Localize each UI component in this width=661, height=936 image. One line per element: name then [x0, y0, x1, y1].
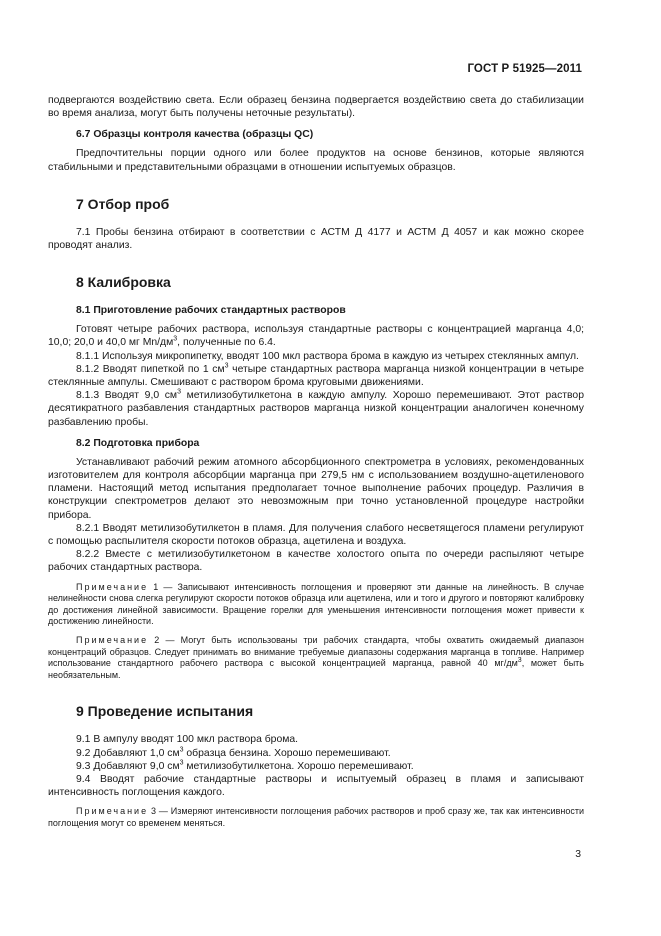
- section-8-title: 8 Калибровка: [76, 274, 171, 291]
- paragraph-6-7: Предпочтительны порции одного или более продуктов на основе бензинов, которые являются стабильными и представительными образцами в отношении испытуемых образцов.: [48, 148, 584, 173]
- note-3: Примечание 3 — Измеряют интенсивности поглощения рабочих растворов и проб сразу же, так как интенсивности поглощения могут со временем меняться.: [48, 806, 584, 829]
- document-code: ГОСТ Р 51925—2011: [467, 63, 582, 75]
- paragraph-8-2-1: 8.2.1 Вводят метилизобутилкетон в пламя. Для получения слабого несветящегося пламени регулируют с помощью распылителя скорости потоков образца, ацетилена и воздуха.: [48, 522, 584, 548]
- subsection-8-1-title: 8.1 Приготовление рабочих стандартных растворов: [76, 305, 346, 317]
- note-1: Примечание 1 — Записывают интенсивность поглощения и проверяют эти данные на линейность. В случае нелинейности снова слегка регулируют скорости потоков образца или ацетилена, или и того и другого и повторяют калибровку до достижения линейной зависимости. Вращение горелки для уменьшения интенсивности поглощения может привести к достижению линейности.: [48, 581, 584, 627]
- page-number: 3: [575, 849, 581, 860]
- section-7-title: 7 Отбор проб: [76, 195, 170, 212]
- paragraph-8-2-2: 8.2.2 Вместе с метилизобутилкетоном в качестве холостого опыта по очереди распыляют четыре рабочих стандартных раствора.: [48, 549, 584, 574]
- subsection-8-2-title: 8.2 Подготовка прибора: [76, 437, 200, 449]
- paragraph-9-3: 9.3 Добавляют 9,0 $см^3$ метилизобутилкетона. Хорошо перемешивают.: [76, 759, 414, 772]
- subsection-6-7-title: 6.7 Образцы контроля качества (образцы QC): [76, 129, 314, 141]
- paragraph-9-2: 9.2 Добавляют 1,0 $см^3$ образца бензина. Хорошо перемешивают.: [76, 746, 391, 759]
- paragraph-8-1: Готовят четыре рабочих раствора, используя стандартные растворы с концентрацией марганца 4,0; 10,0; 20,0 и 40,0 мг $Mn/дм^3$, полученные по 6.4.: [48, 324, 584, 349]
- page-content: [48, 94, 584, 830]
- paragraph-9-1: 9.1 В ампулу вводят 100 мкл раствора брома.: [76, 734, 299, 746]
- section-9-title: 9 Проведение испытания: [76, 703, 254, 720]
- note-2: Примечание 2 — Могут быть использованы три рабочих стандарта, чтобы охватить ожидаемый диапазон концентраций образцов. Следует принимать во внимание требуемые диапазоны содержания марганца в топливе. Например использование стандартного рабочего раствора с высокой концентрацией марганца, равной 40 $мг/дм^3$, может быть необязательным.: [48, 635, 584, 680]
- paragraph-8-2: Устанавливают рабочий режим атомного абсорбционного спектрометра в условиях, рекомендованных изготовителем для контроля абсорбции марганца при 279,5 нм с использованием воздушно-ацетиленового пламени. Настоящий метод испытания предполагает точное выполнение рабочих процедур. Различия в конструкции спектрометров делают это невозможным при точно установленной процедуре настройки прибора.: [48, 456, 584, 521]
- paragraph-9-4: 9.4 Вводят рабочие стандартные растворы и испытуемый образец в пламя и записывают интенсивность поглощения каждого.: [48, 774, 584, 799]
- continued-paragraph: подвергаются воздействию света. Если образец бензина подвергается воздействию света до стабилизации во время анализа, могут быть получены неточные результаты).: [48, 95, 584, 120]
- paragraph-8-1-2: 8.1.2 Вводят пипеткой по 1 $см^3$ четыре стандартных раствора марганца низкой концентрации в четыре стеклянные ампулы. Смешивают с раствором брома круговыми движениями.: [48, 362, 584, 389]
- paragraph-7-1: 7.1 Пробы бензина отбирают в соответствии с АСТМ Д 4177 и АСТМ Д 4057 и как можно скорее проводят анализ.: [48, 226, 584, 252]
- paragraph-8-1-3: 8.1.3 Вводят 9,0 $см^3$ метилизобутилкетона в каждую ампулу. Хорошо перемешивают. Этот раствор десятикратного разбавления стандартных растворов марганца низкой концентрации аналогичен конечному разбавлению пробы.: [48, 388, 584, 428]
- paragraph-8-1-1: 8.1.1 Используя микропипетку, вводят 100 мкл раствора брома в каждую из четырех стеклянных ампул.: [76, 350, 579, 362]
